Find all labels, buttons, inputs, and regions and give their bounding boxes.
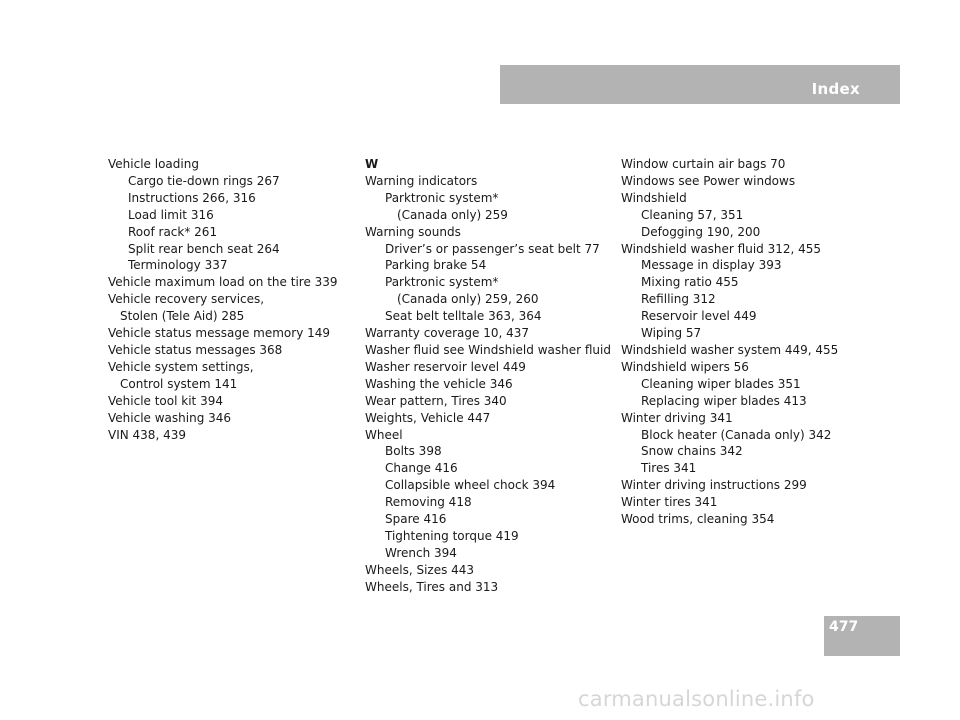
index-column-1 — [108, 156, 358, 443]
page-title: Index — [811, 80, 860, 98]
index-entry: Parktronic system* — [385, 275, 499, 290]
index-entry: Control system 141 — [120, 376, 238, 391]
index-entry: Instructions 266, 316 — [128, 190, 256, 205]
index-entry: (Canada only) 259 — [397, 207, 508, 222]
index-entry: Vehicle system settings, — [108, 359, 254, 374]
index-entry: Windshield washer fluid 312, 455 — [621, 241, 822, 256]
index-entry: Load limit 316 — [128, 207, 214, 222]
index-letter-heading: W — [365, 157, 379, 171]
index-entry: Vehicle recovery services, — [108, 292, 265, 307]
index-entry: Washing the vehicle 346 — [365, 376, 513, 391]
index-entry: Wrench 394 — [385, 545, 457, 560]
index-entry: Tires 341 — [641, 461, 697, 476]
index-entry: VIN 438, 439 — [108, 427, 186, 442]
index-entry: Wheels, Sizes 443 — [365, 562, 475, 577]
index-entry: Collapsible wheel chock 394 — [385, 478, 556, 493]
index-entry: Winter driving 341 — [621, 410, 733, 425]
index-entry: Windows see Power windows — [621, 173, 796, 188]
index-entry: Mixing ratio 455 — [641, 275, 739, 290]
header-bar — [500, 65, 900, 104]
index-entry: Terminology 337 — [128, 258, 228, 273]
index-entry: Washer reservoir level 449 — [365, 359, 526, 374]
index-entry: Removing 418 — [385, 495, 472, 510]
index-entry: Vehicle tool kit 394 — [108, 393, 223, 408]
index-entry: Stolen (Tele Aid) 285 — [120, 309, 245, 324]
index-entry: Warning indicators — [365, 173, 478, 188]
index-entry: Vehicle washing 346 — [108, 410, 232, 425]
index-entry: Bolts 398 — [385, 444, 442, 459]
index-entry: Spare 416 — [385, 512, 447, 527]
index-entry: Vehicle status messages 368 — [108, 342, 283, 357]
page-number-box — [824, 616, 900, 656]
index-entry: Wear pattern, Tires 340 — [365, 393, 507, 408]
index-entry: Parktronic system* — [385, 190, 499, 205]
index-entry: Wheels, Tires and 313 — [365, 579, 499, 594]
index-entry: Winter tires 341 — [621, 495, 718, 510]
index-entry: Washer fluid see Windshield washer fluid — [365, 342, 611, 357]
index-entry: Wheel — [365, 427, 403, 442]
index-entry: Cargo tie-down rings 267 — [128, 173, 280, 188]
index-entry: Reservoir level 449 — [641, 309, 757, 324]
index-entry: Snow chains 342 — [641, 444, 743, 459]
index-entry: Driver’s or passenger’s seat belt 77 — [385, 241, 600, 256]
index-entry: Vehicle maximum load on the tire 339 — [108, 275, 338, 290]
index-entry: Block heater (Canada only) 342 — [641, 427, 832, 442]
index-column-2 — [365, 156, 615, 596]
index-entry: Change 416 — [385, 461, 458, 476]
index-entry: Defogging 190, 200 — [641, 224, 761, 239]
index-entry: Cleaning 57, 351 — [641, 207, 744, 222]
index-entry: Replacing wiper blades 413 — [641, 393, 807, 408]
index-entry: Winter driving instructions 299 — [621, 478, 807, 493]
index-column-3 — [621, 156, 871, 528]
index-entry: Vehicle loading — [108, 157, 199, 171]
index-entry: Cleaning wiper blades 351 — [641, 376, 801, 391]
watermark: carmanualsonline.info — [578, 687, 815, 711]
index-entry: Seat belt telltale 363, 364 — [385, 309, 542, 324]
index-entry: Parking brake 54 — [385, 258, 487, 273]
index-entry: Window curtain air bags 70 — [621, 157, 786, 171]
index-entry: Windshield — [621, 190, 687, 205]
page-number: 477 — [829, 619, 859, 635]
index-entry: Wiping 57 — [641, 326, 702, 341]
index-entry: Message in display 393 — [641, 258, 782, 273]
index-entry: Vehicle status message memory 149 — [108, 326, 331, 341]
index-entry: Refilling 312 — [641, 292, 716, 307]
index-entry: Weights, Vehicle 447 — [365, 410, 491, 425]
index-entry: Windshield washer system 449, 455 — [621, 342, 839, 357]
index-entry: Warranty coverage 10, 437 — [365, 326, 530, 341]
index-entry: Split rear bench seat 264 — [128, 241, 280, 256]
index-entry: Tightening torque 419 — [385, 528, 519, 543]
index-entry: Roof rack* 261 — [128, 224, 218, 239]
index-entry: Windshield wipers 56 — [621, 359, 749, 374]
index-entry: Wood trims, cleaning 354 — [621, 512, 775, 527]
index-entry: (Canada only) 259, 260 — [397, 292, 539, 307]
index-entry: Warning sounds — [365, 224, 461, 239]
